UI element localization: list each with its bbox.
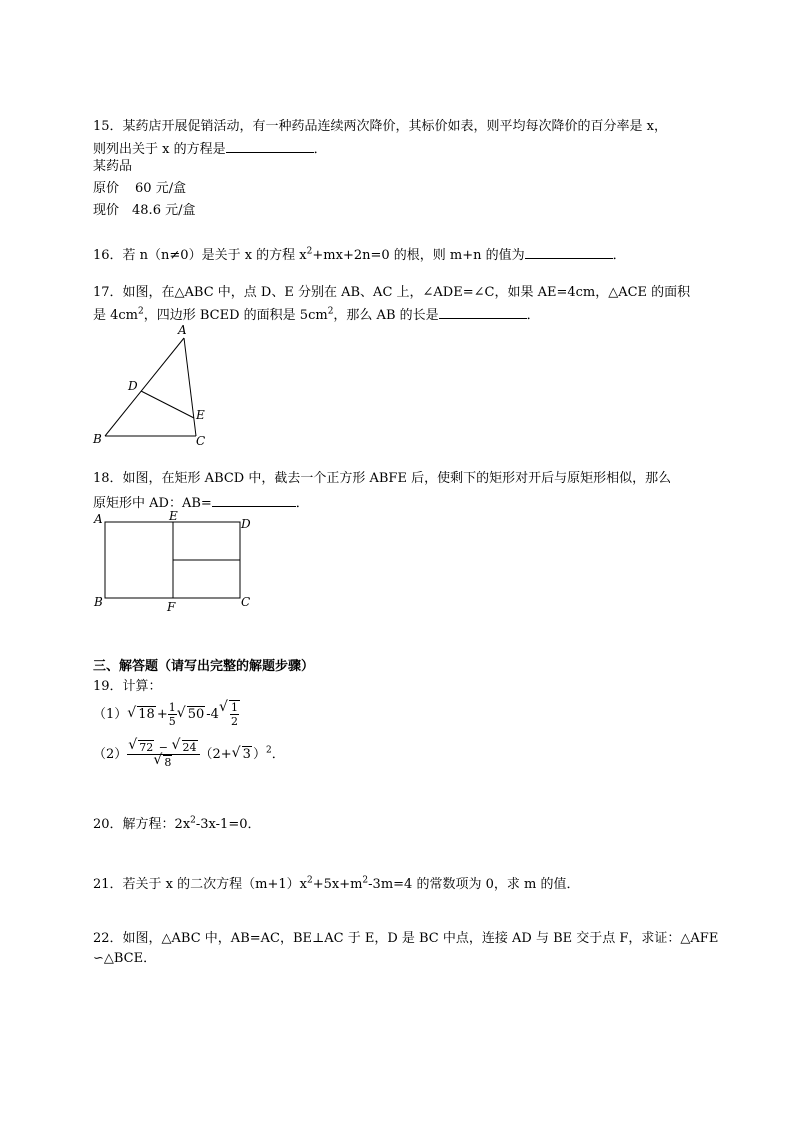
q15-row1-label: 原价 bbox=[93, 181, 120, 196]
q17-line1: 17．如图，在△ABC 中，点 D、E 分别在 AB、AC 上，∠ADE=∠C，如果 AE=4cm，△ACE 的面积 bbox=[93, 285, 691, 300]
q17-answer-blank[interactable] bbox=[439, 304, 527, 319]
q18-label-f: F bbox=[167, 600, 176, 614]
q18-rectangle-figure bbox=[88, 508, 258, 618]
q15-table-title: 某药品 bbox=[93, 159, 133, 174]
q15-line2 bbox=[93, 138, 327, 159]
q20-exponent: 2 bbox=[190, 815, 196, 826]
q19-title: 19．计算： bbox=[93, 679, 162, 694]
q19-p2-label: （2） bbox=[93, 747, 128, 762]
q18-answer-blank[interactable] bbox=[212, 492, 296, 507]
q19-p2-sqrt-72: √ 72 bbox=[128, 740, 154, 754]
q21-exponent-2: 2 bbox=[362, 875, 369, 886]
q18-label-b: B bbox=[94, 595, 103, 609]
q19-p1-plus: + bbox=[156, 707, 168, 722]
q19-part1 bbox=[93, 700, 241, 728]
q15-line1: 15．某药店开展促销活动，有一种药品连续两次降价，其标价如表，则平均每次降价的百分率是 x， bbox=[93, 119, 668, 134]
q17-text-b: ，四边形 BCED 的面积是 5cm bbox=[143, 308, 328, 323]
q15-line2-end: ． bbox=[313, 142, 327, 157]
q18-text-pre: 原矩形中 AD：AB= bbox=[93, 496, 212, 511]
q17-side-ac bbox=[184, 338, 196, 436]
q17-text-end: ． bbox=[526, 308, 540, 323]
q17-label-a: A bbox=[178, 323, 187, 337]
q19-p1-label: （1） bbox=[93, 707, 128, 722]
q20-line bbox=[93, 816, 261, 834]
q18-line1: 18．如图，在矩形 ABCD 中，截去一个正方形 ABFE 后，使剩下的矩形对开后与原矩形相似，那么 bbox=[93, 471, 672, 486]
q17-label-b: B bbox=[93, 432, 102, 446]
q20-text-post: -3x-1=0． bbox=[195, 817, 261, 832]
q19-p1-sqrt-18: √ 18 bbox=[127, 706, 156, 722]
q19-p2-paren-open: （2+ bbox=[199, 747, 232, 762]
q18-text-end: ． bbox=[295, 496, 309, 511]
q16-exponent: 2 bbox=[306, 246, 313, 257]
q16-text-end: ． bbox=[612, 248, 626, 263]
q19-p1-sqrt-50: √ 50 bbox=[177, 706, 206, 722]
q17-segment-de bbox=[141, 391, 194, 418]
q19-p2-exponent: 2 bbox=[265, 745, 272, 756]
q17-text-c: ，那么 AB 的长是 bbox=[333, 308, 439, 323]
q19-part2 bbox=[93, 740, 285, 769]
q16-line bbox=[93, 244, 626, 265]
q19-p2-fraction: √ 72 − √ 24 √ 8 bbox=[127, 740, 199, 769]
q19-p2-sqrt-3: √ 3 bbox=[232, 746, 252, 762]
q18-label-e: E bbox=[169, 509, 178, 523]
q15-line2-text: 则列出关于 x 的方程是 bbox=[93, 142, 226, 157]
q17-triangle-figure bbox=[88, 322, 218, 450]
q18-label-c: C bbox=[241, 595, 251, 609]
q15-row1 bbox=[93, 180, 186, 198]
q21-text-pre: 21．若关于 x 的二次方程（m+1）x bbox=[93, 877, 307, 892]
q19-p2-sqrt-8: √ 8 bbox=[153, 755, 172, 769]
q17-exponent-2: 2 bbox=[327, 306, 334, 317]
q17-text-a: 是 4cm bbox=[93, 308, 139, 323]
q19-p1-fraction: $\frac{1}{5}$ bbox=[168, 701, 176, 728]
q21-text-mid: +5x+m bbox=[312, 877, 363, 892]
q15-row2-value: 48.6 元/盒 bbox=[132, 203, 196, 218]
q18-label-d: D bbox=[241, 517, 251, 531]
q17-label-d: D bbox=[128, 379, 138, 393]
q16-answer-blank[interactable] bbox=[525, 244, 613, 259]
q19-p1-minus: -4 bbox=[206, 707, 219, 722]
q19-p2-sqrt-24: √ 24 bbox=[172, 740, 198, 754]
q16-text-pre: 16．若 n（n≠0）是关于 x 的方程 x bbox=[93, 248, 307, 263]
q17-exponent-1: 2 bbox=[138, 306, 144, 317]
q22-line2: ∽△BCE． bbox=[93, 951, 157, 966]
q19-p2-paren-close: ） bbox=[252, 747, 266, 762]
q17-label-e: E bbox=[196, 408, 205, 422]
q20-text-pre: 20．解方程：2x bbox=[93, 817, 191, 832]
q19-p2-end: ． bbox=[271, 747, 285, 762]
section-3-title: 三、解答题（请写出完整的解题步骤） bbox=[93, 659, 315, 674]
q15-row2 bbox=[93, 202, 195, 220]
q22-line1: 22．如图，△ABC 中，AB=AC，BE⊥AC 于 E，D 是 BC 中点，连接 AD 与 BE 交于点 F，求证：△AFE bbox=[93, 931, 719, 946]
q18-label-a: A bbox=[94, 512, 103, 526]
q21-text-post: -3m=4 的常数项为 0，求 m 的值． bbox=[368, 877, 580, 892]
q15-row1-value: 60 元/盒 bbox=[135, 181, 187, 196]
q19-p1-sqrt-half: √ $\frac{1}{2}$ bbox=[219, 700, 240, 728]
q15-answer-blank[interactable] bbox=[226, 138, 314, 153]
q17-side-ba bbox=[105, 338, 184, 436]
q17-label-c: C bbox=[196, 434, 206, 448]
q21-exponent-1: 2 bbox=[306, 875, 313, 886]
q21-line bbox=[93, 876, 579, 894]
q15-row2-label: 现价 bbox=[93, 203, 120, 218]
q16-text-mid: +mx+2n=0 的根，则 m+n 的值为 bbox=[312, 248, 525, 263]
